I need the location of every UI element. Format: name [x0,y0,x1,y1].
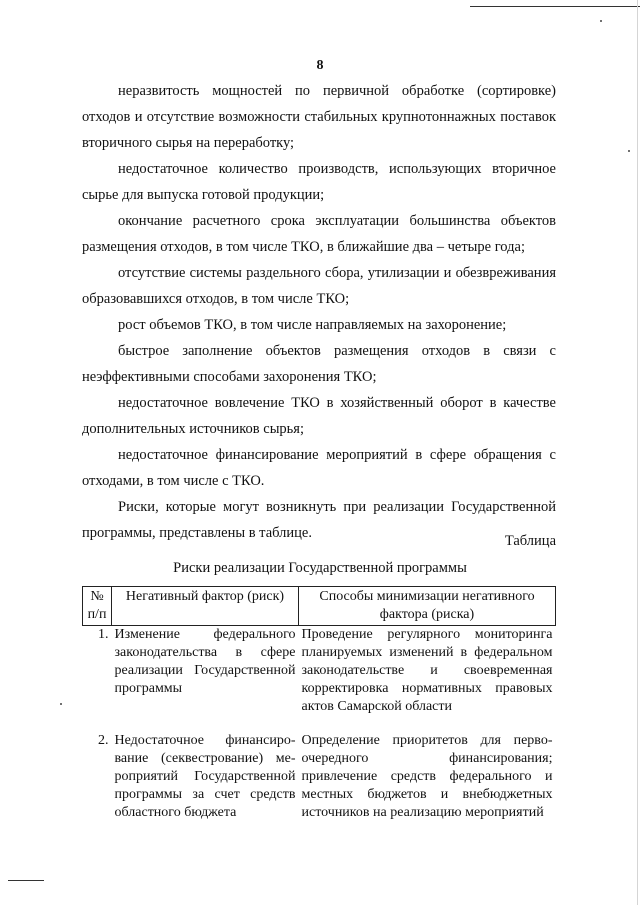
paragraph: быстрое заполнение объектов размещения отходов в связи с неэффективными способами захоронения ТКО; [82,343,556,385]
risk-table [82,586,556,822]
table-row [83,626,556,717]
row-spacer [83,716,556,732]
table-header-row [83,587,556,626]
mitigation-method: Определение приоритетов для первоочередного финансирования; привлечение средств федерального и местных бюджетов и внебюджетных источников на реализацию мероприятий [301,733,553,820]
scan-speck [628,150,630,152]
paragraph: окончание расчетного срока эксплуатации большинства объектов размещения отходов, в том числе ТКО, в ближайшие два – четыре года; [82,213,556,255]
column-header-number: № п/п [83,587,112,626]
table-label: Таблица [504,533,556,549]
risk-factor: Недостаточное финансирование (секвестрование) мероприятий Государственной программы за счет средств областного бюджета [114,733,296,820]
table-row [83,732,556,822]
row-number: 2. [98,733,109,748]
risk-factor: Изменение федерального законодательства в сфере реализации Государственной программы [114,627,296,696]
scan-speck [60,703,62,705]
paragraph: неразвитость мощностей по первичной обработке (сортировке) отходов и отсутствие возможности стабильных крупнотоннажных поставок вторичного сырья на переработку; [82,83,556,151]
mitigation-method: Проведение регулярного мониторинга планируемых изменений в федеральном законодательстве и своевременная корректировка нормативных правовых актов Самарской области [301,627,553,714]
scan-speck [600,20,602,22]
paragraph: недостаточное финансирование мероприятий в сфере обращения с отходами, в том числе с ТКО. [82,447,556,489]
column-header-method: Способы минимизации негативного фактора (риска) [299,587,556,626]
paragraph: отсутствие системы раздельного сбора, утилизации и обезвреживания образовавшихся отходов, в том числе ТКО; [82,265,556,307]
paragraph: рост объемов ТКО, в том числе направляемых на захоронение; [118,317,507,333]
page-edge [637,0,638,905]
paragraph: недостаточное количество производств, использующих вторичное сырье для выпуска готовой продукции; [82,161,556,203]
page-number: 8 [316,58,324,73]
column-header-factor: Негативный фактор (риск) [112,587,299,626]
scan-artifact-line [470,6,640,7]
table-title: Риски реализации Государственной программы [173,560,467,576]
body-text [82,78,556,546]
paragraph: Риски, которые могут возникнуть при реализации Государственной программы, представлены в таблице. [82,499,556,541]
paragraph: недостаточное вовлечение ТКО в хозяйственный оборот в качестве дополнительных источников сырья; [82,395,556,437]
row-number: 1. [98,627,109,642]
scan-artifact-line [8,880,44,881]
